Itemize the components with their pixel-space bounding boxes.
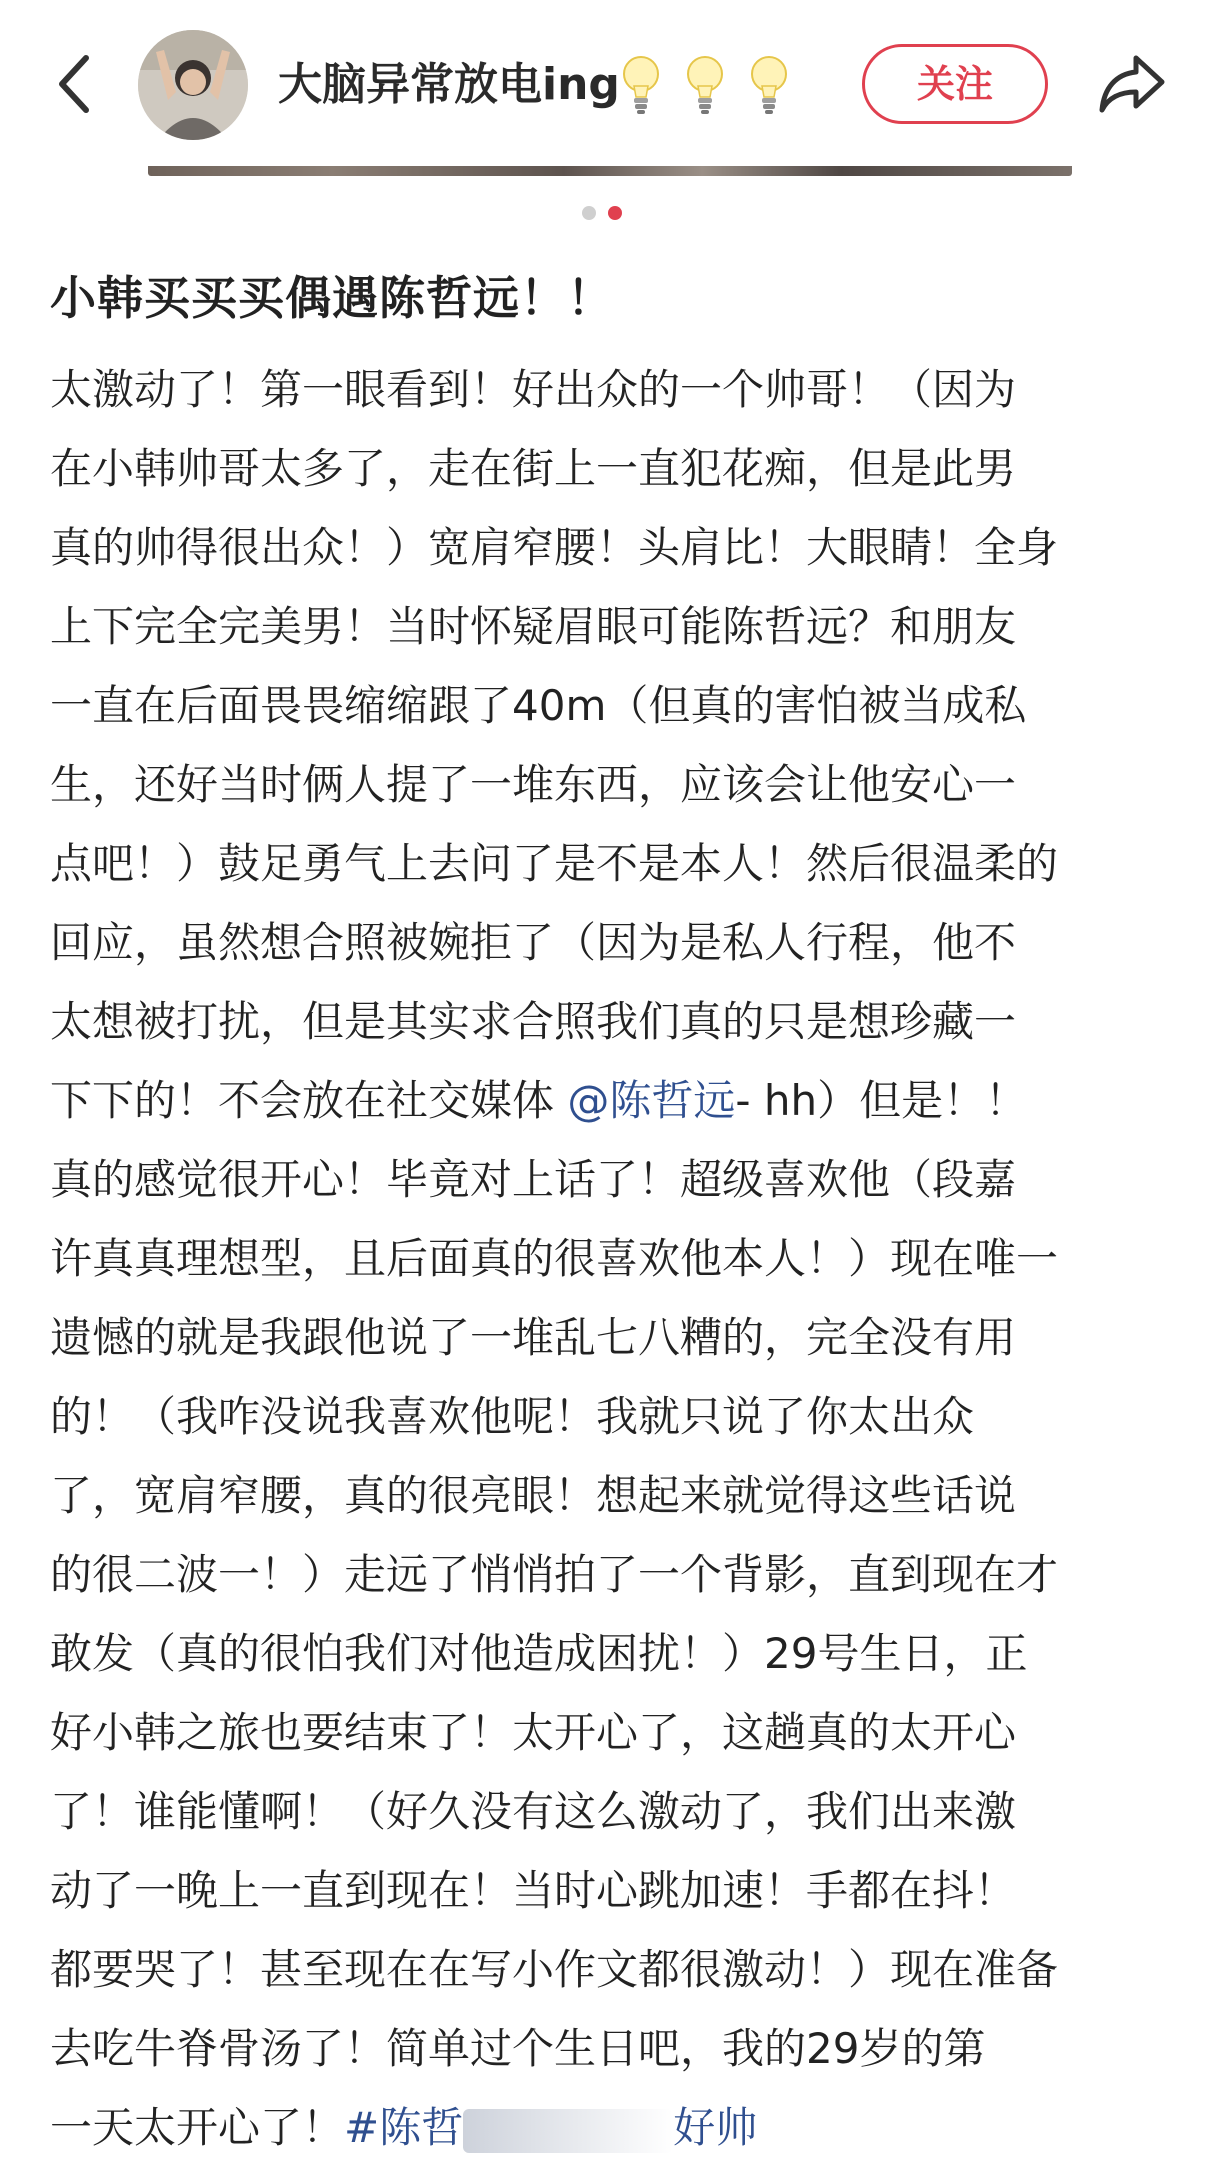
post-line: 生，还好当时俩人提了一堆东西，应该会让他安心一 (50, 760, 1017, 809)
post-line: 回应，虽然想合照被婉拒了（因为是私人行程，他不 (50, 918, 1017, 967)
carousel-dot-active[interactable] (608, 206, 622, 220)
post-text: - hh）但是！！ (735, 1076, 1028, 1125)
carousel-image-edge[interactable] (148, 166, 1072, 176)
post-header (0, 0, 1206, 168)
follow-button[interactable]: 关注 (862, 44, 1048, 124)
light-bulb-icon (620, 53, 662, 117)
carousel-indicator (582, 206, 622, 220)
mention-link[interactable]: @陈哲远 (567, 1076, 736, 1125)
back-button[interactable] (48, 48, 104, 120)
avatar-photo-icon (138, 30, 248, 140)
post-line-with-hashtag (50, 2088, 1160, 2167)
post-text: 一天太开心了！ (50, 2103, 345, 2152)
hashtag-link[interactable] (344, 2103, 757, 2152)
text-fade-overlay (463, 2109, 673, 2153)
username-emoji-group (620, 50, 790, 120)
hashtag-text: #陈哲 (344, 2103, 464, 2152)
post-line: 的很二波一！）走远了悄悄拍了一个背影，直到现在才 (50, 1550, 1059, 1599)
post-line: 了！谁能懂啊！（好久没有这么激动了，我们出来激 (50, 1787, 1017, 1836)
avatar[interactable] (138, 30, 248, 140)
post-body (50, 350, 1160, 2167)
post-line: 在小韩帅哥太多了，走在街上一直犯花痴，但是此男 (50, 444, 1017, 493)
post-line: 动了一晚上一直到现在！当时心跳加速！手都在抖！ (50, 1866, 1017, 1915)
post-title: 小韩买买买偶遇陈哲远！！ (50, 271, 614, 325)
post-line: 遗憾的就是我跟他说了一堆乱七八糟的，完全没有用 (50, 1313, 1017, 1362)
username[interactable]: 大脑异常放电ing (278, 59, 620, 110)
post-line: 太想被打扰，但是其实求合照我们真的只是想珍藏一 (50, 997, 1017, 1046)
post-line-with-mention (50, 1061, 1160, 1140)
post-line: 一直在后面畏畏缩缩跟了40m（但真的害怕被当成私 (50, 681, 1027, 730)
hashtag-text-tail: 好帅 (673, 2103, 758, 2152)
post-line: 太激动了！第一眼看到！好出众的一个帅哥！（因为 (50, 365, 1017, 414)
carousel-dot[interactable] (582, 206, 596, 220)
share-button[interactable] (1096, 52, 1168, 116)
post-line: 了，宽肩窄腰，真的很亮眼！想起来就觉得这些话说 (50, 1471, 1017, 1520)
share-arrow-icon (1096, 52, 1168, 116)
post-line: 真的帅得很出众！）宽肩窄腰！头肩比！大眼睛！全身 (50, 523, 1059, 572)
post-line: 点吧！）鼓足勇气上去问了是不是本人！然后很温柔的 (50, 839, 1059, 888)
light-bulb-icon (748, 53, 790, 117)
post-line: 的！（我咋没说我喜欢他呢！我就只说了你太出众 (50, 1392, 975, 1441)
light-bulb-icon (684, 53, 726, 117)
post-line: 上下完全完美男！当时怀疑眉眼可能陈哲远？和朋友 (50, 602, 1017, 651)
post-line: 都要哭了！甚至现在在写小作文都很激动！）现在准备 (50, 1945, 1059, 1994)
post-line: 许真真理想型，且后面真的很喜欢他本人！）现在唯一 (50, 1234, 1059, 1283)
post-line: 真的感觉很开心！毕竟对上话了！超级喜欢他（段嘉 (50, 1155, 1017, 1204)
post-line: 好小韩之旅也要结束了！太开心了，这趟真的太开心 (50, 1708, 1017, 1757)
post-line: 敢发（真的很怕我们对他造成困扰！）29号生日，正 (50, 1629, 1028, 1678)
post-line: 去吃牛脊骨汤了！简单过个生日吧，我的29岁的第 (50, 2024, 986, 2073)
post-text: 下下的！不会放在社交媒体 (50, 1076, 568, 1125)
chevron-left-icon (48, 48, 104, 120)
